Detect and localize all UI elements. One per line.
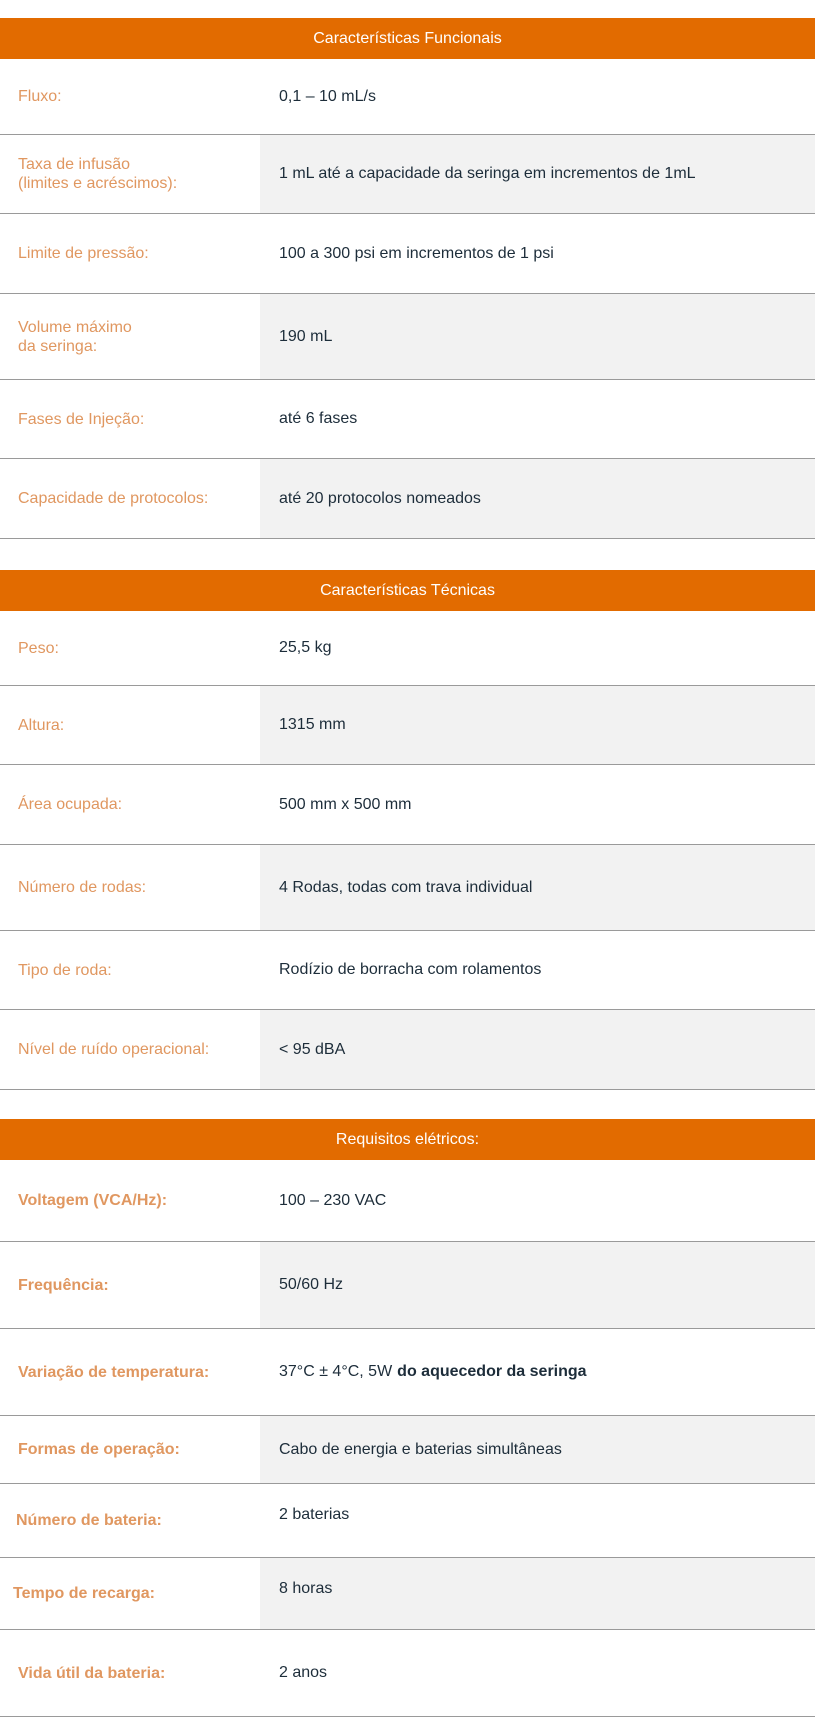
row-value: 500 mm x 500 mm [279, 795, 412, 813]
row-value: 1315 mm [279, 716, 346, 733]
row-label: Variação de temperatura: [18, 1363, 210, 1381]
row-label: Tipo de roda: [18, 961, 112, 979]
row-value: 0,1 – 10 mL/s [279, 87, 376, 105]
table-row [0, 1160, 815, 1242]
row-value: Rodízio de borracha com rolamentos [279, 961, 542, 978]
row-label: Voltagem (VCA/Hz): [18, 1192, 168, 1209]
row-label: Fases de Injeção: [18, 410, 145, 428]
row-shade [260, 294, 815, 379]
row-value: < 95 dBA [279, 1040, 346, 1058]
table-row [0, 1242, 815, 1329]
table-row [0, 59, 815, 135]
row-value: 4 Rodas, todas com trava individual [279, 878, 533, 896]
table-row [0, 1630, 815, 1717]
table-row [0, 1558, 815, 1630]
table-row [0, 765, 815, 845]
row-label: Área ocupada: [18, 796, 123, 813]
row-value: 8 horas [279, 1579, 333, 1597]
row-label: Altura: [18, 716, 65, 734]
row-value: 100 a 300 psi em incrementos de 1 psi [279, 244, 554, 262]
table-row [0, 931, 815, 1010]
table-row [0, 611, 815, 686]
row-value: 1 mL até a capacidade da seringa em incrementos de 1mL [279, 165, 696, 182]
table-row [0, 294, 815, 380]
row-label: Vida útil da bateria: [18, 1664, 166, 1682]
table-row [0, 214, 815, 294]
row-value: Cabo de energia e baterias simultâneas [279, 1440, 562, 1458]
table-row [0, 380, 815, 459]
row-value: 25,5 kg [279, 639, 332, 656]
row-label: Peso: [18, 639, 59, 657]
row-value-bold: do aquecedor da seringa [397, 1363, 587, 1380]
row-label: Número de bateria: [16, 1512, 162, 1529]
row-label: Número de rodas: [18, 879, 147, 896]
row-shade [260, 1558, 815, 1629]
table-row [0, 1329, 815, 1416]
table-row [0, 459, 815, 539]
row-value: 100 – 230 VAC [279, 1191, 387, 1209]
row-value: até 20 protocolos nomeados [279, 489, 481, 507]
table-row [0, 1010, 815, 1090]
row-value: 50/60 Hz [279, 1276, 344, 1293]
row-value: 190 mL [279, 327, 333, 345]
row-value-text: 37°C ± 4°C, 5W [279, 1363, 393, 1380]
row-shade [260, 1242, 815, 1328]
row-label: Volume máximo da seringa: [18, 318, 132, 355]
row-value: 2 baterias [279, 1505, 350, 1523]
table-row [0, 686, 815, 765]
row-label: Limite de pressão: [18, 245, 149, 262]
row-value [279, 1329, 587, 1415]
section-header-eletricos: Requisitos elétricos: [0, 1119, 815, 1160]
table-row [0, 135, 815, 214]
row-label: Taxa de infusão (limites e acréscimos): [18, 156, 178, 192]
section-header-tecnicas: Características Técnicas [0, 570, 815, 611]
row-label: Tempo de recarga: [13, 1585, 155, 1602]
row-label: Fluxo: [18, 88, 62, 105]
row-label: Nível de ruído operacional: [18, 1041, 210, 1058]
row-label: Formas de operação: [18, 1441, 180, 1458]
table-row [0, 845, 815, 931]
row-value: até 6 fases [279, 410, 358, 427]
row-label: Capacidade de protocolos: [18, 490, 209, 507]
table-row [0, 1416, 815, 1484]
table-row [0, 1484, 815, 1558]
section-header-funcionais: Características Funcionais [0, 18, 815, 59]
row-label: Frequência: [18, 1276, 109, 1294]
row-value: 2 anos [279, 1664, 328, 1681]
